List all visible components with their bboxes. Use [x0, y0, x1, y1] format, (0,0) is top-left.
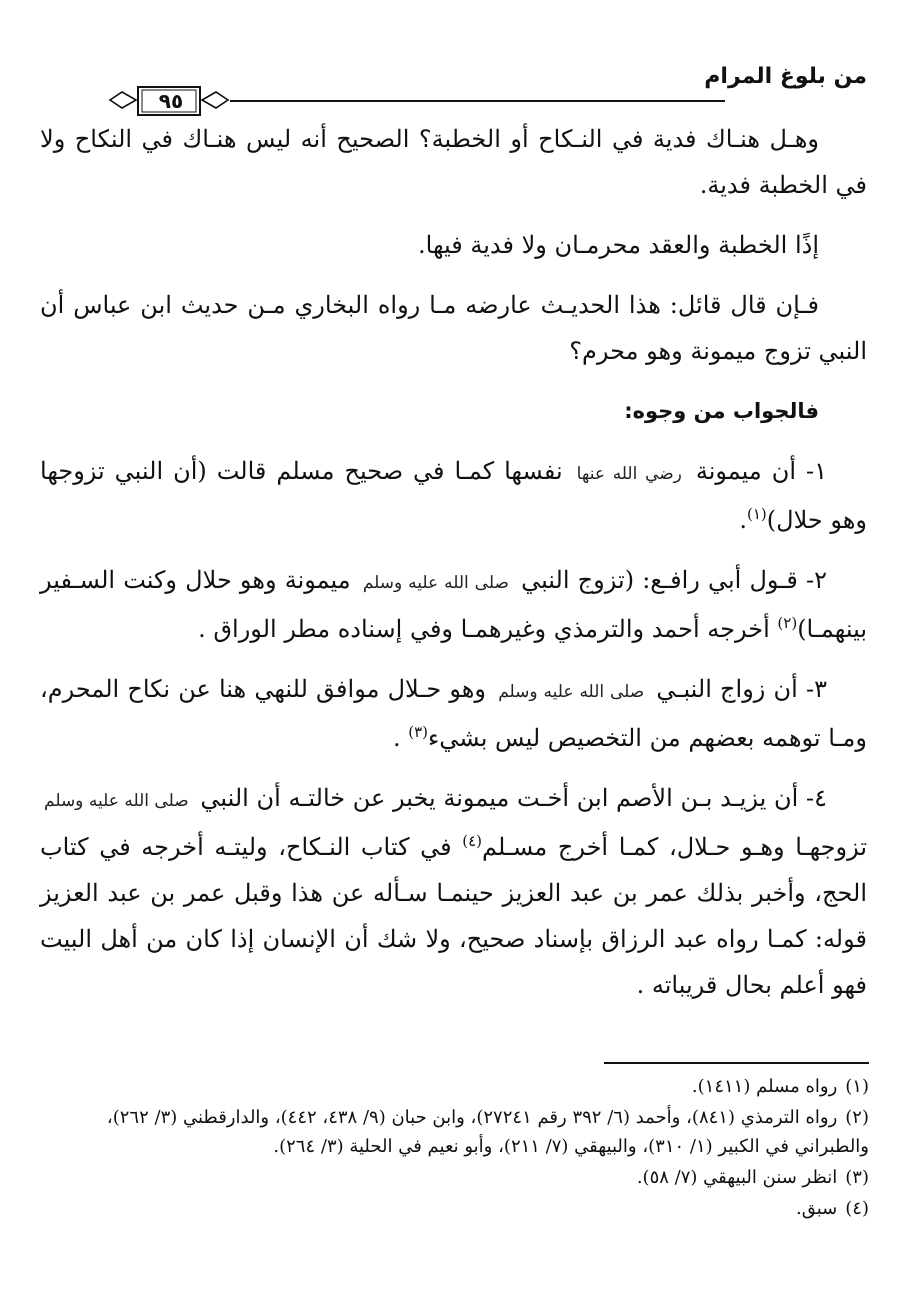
point-4-text-b: تزوجهـا وهـو حـلال، كمـا أخرج مسـلم	[482, 833, 867, 861]
honorific-glyph: صلى الله عليه وسلم	[498, 682, 645, 702]
point-2-text-b: ميمونة وهو حلال وكنت السـفير بينهمـا)	[40, 566, 867, 643]
footnote-ref-3: (٣)	[408, 723, 429, 741]
footnote-text: رواه الترمذي (٨٤١)، وأحمد (٦/ ٣٩٢ رقم ٢٧٢٤١)، وابن حبان (٩/ ٤٣٨، ٤٤٢)، والدارقطني (٣/ ٢٦٢)، والطبراني في الكبير (١/ ٣١٠)، والبيهقي (٧/ ٢١١)، وأبو نعيم في الحلية (٣/ ٢٦٤).	[106, 1107, 869, 1157]
point-1	[40, 448, 867, 543]
footnote-2	[40, 1103, 869, 1161]
point-4	[40, 775, 867, 1008]
point-4-text-a: ٤- أن يزيـد بـن الأصم ابن أخـت ميمونة يخبر عن خالتـه أن النبي	[200, 784, 827, 812]
main-text	[40, 116, 867, 1022]
footnote-1	[40, 1072, 869, 1101]
footnote-ref-1: (١)	[746, 505, 767, 523]
header-rule	[230, 100, 725, 102]
footnote-ref-2: (٢)	[777, 614, 798, 632]
footnotes	[40, 1062, 869, 1225]
honorific-glyph: رضي الله عنها	[576, 464, 682, 484]
page-header	[108, 58, 867, 118]
footnote-text: انظر سنن البيهقي (٧/ ٥٨).	[636, 1167, 838, 1188]
point-4-text-c: في كتاب النـكاح، وليتـه أخرجه في كتاب الحج، وأخبر بذلك عمر بن عبد العزيز حينمـا سـأله عن هذا وقبل عمر بن عبد العزيز قوله: كمـا رواه عبد الرزاق بإسناد صحيح، ولا شك أن الإنسان إذا كان من أهل البيت فهو أعلم بحال قريباته .	[40, 833, 867, 999]
paragraph-1: وهـل هنـاك فدية في النـكاح أو الخطبة؟ الصحيح أنه ليس هنـاك في النكاح ولا في الخطبة فدية.	[40, 125, 867, 199]
footnote-number: (٢)	[845, 1107, 869, 1128]
point-1-text-a: ١- أن ميمونة	[695, 457, 827, 485]
point-2	[40, 557, 867, 652]
point-2-text-c: أخرجه أحمد والترمذي وغيرهمـا وفي إسناده مطر الوراق .	[198, 615, 770, 643]
point-3-text-b: وهو حـلال موافق للنهي هنا عن نكاح المحرم، ومـا توهمه بعضهم من التخصيص ليس بشيء	[40, 675, 867, 752]
point-3	[40, 666, 867, 761]
point-2-text-a: ٢- قـول أبي رافـع: (تزوج النبي	[521, 566, 827, 594]
page-number: ٩٥	[158, 89, 184, 113]
section-heading: فالجواب من وجوه:	[624, 399, 819, 423]
footnote-number: (١)	[845, 1076, 869, 1097]
point-3-text-c: .	[392, 724, 401, 752]
point-3-text-a: ٣- أن زواج النبـي	[656, 675, 827, 703]
footnote-text: سبق.	[796, 1198, 838, 1219]
footnote-number: (٣)	[845, 1167, 869, 1188]
footnote-text: رواه مسلم (١٤١١).	[691, 1076, 838, 1097]
paragraph-2: إذًا الخطبة والعقد محرمـان ولا فدية فيها.	[418, 231, 819, 259]
paragraph-3: فـإن قال قائل: هذا الحديـث عارضه مـا رواه البخاري مـن حديث ابن عباس أن النبي تزوج ميمونة وهو محرم؟	[40, 291, 867, 365]
point-1-text-b: نفسها كمـا في صحيح مسلم قالت (أن النبي تزوجها وهو حلال)	[40, 457, 867, 534]
footnote-ref-4: (٤)	[462, 832, 483, 850]
footnote-4	[40, 1194, 869, 1223]
honorific-glyph: صلى الله عليه وسلم	[44, 791, 189, 811]
footnote-rule	[604, 1062, 869, 1064]
footnote-number: (٤)	[845, 1198, 869, 1219]
point-1-text-c: .	[739, 506, 747, 534]
honorific-glyph: صلى الله عليه وسلم	[362, 573, 509, 593]
running-title: من بلوغ المرام	[704, 64, 867, 89]
footnote-3	[40, 1163, 869, 1192]
